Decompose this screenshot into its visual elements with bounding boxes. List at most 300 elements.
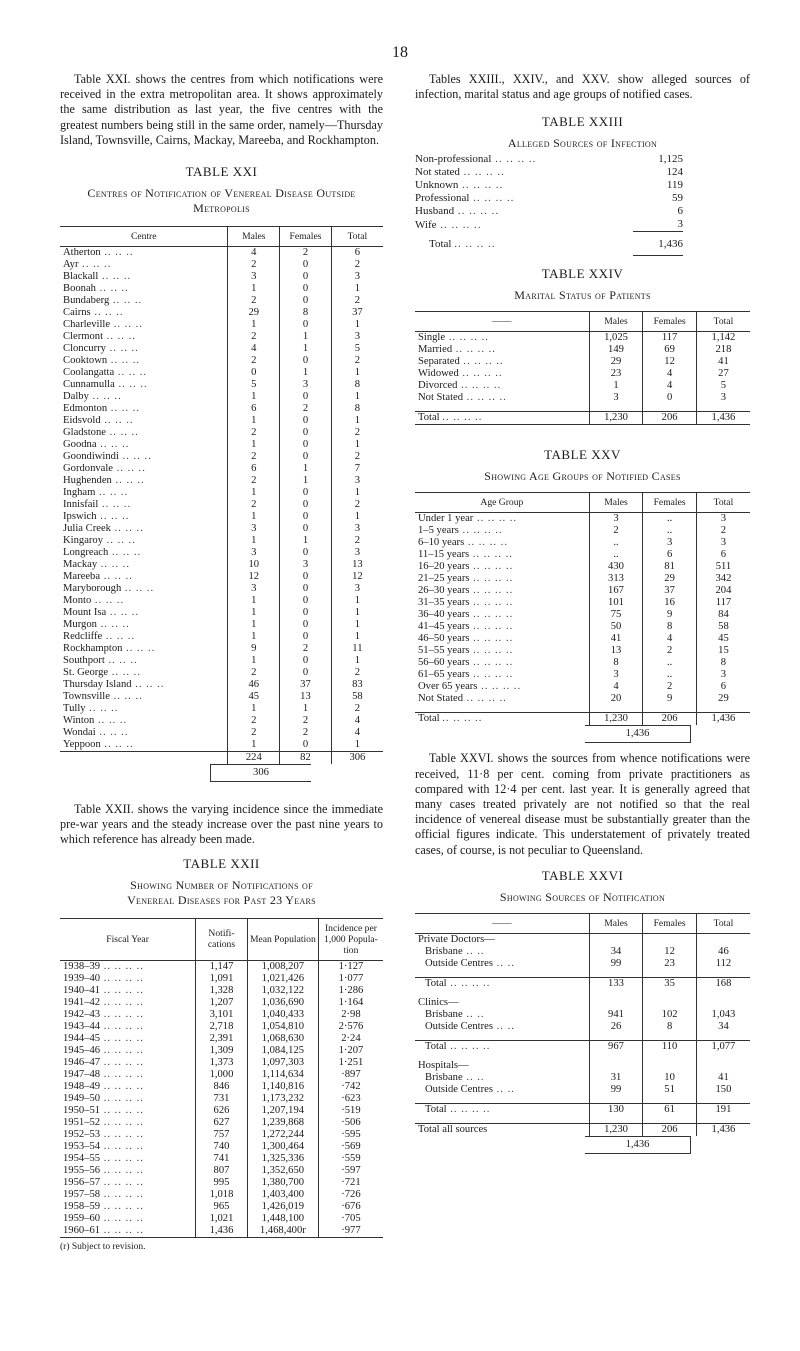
table-cell: 1 [331,739,383,752]
table-cell: ·597 [318,1165,383,1177]
table-cell: 83 [331,679,383,691]
table-cell: 1,000 [196,1069,248,1081]
table-cell: 15 [696,645,750,657]
table-xxi-totals-row [60,752,383,765]
table-row [60,1105,383,1117]
row-label-cell: Redcliffe .. .. .. [63,631,136,643]
total-females: 206 [643,713,697,726]
table-cell: 5 [696,380,750,392]
table-cell [696,997,750,1009]
table-cell: 8 [280,307,332,319]
row-label: 31–35 years [418,597,470,609]
table-cell: 6 [696,549,750,561]
row-label: Tully [63,703,86,715]
table-cell: 6 [228,403,280,415]
table-cell: 740 [196,1141,248,1153]
page-number: 18 [392,44,408,61]
table-cell: 1 [228,319,280,331]
row-label-cell: Maryborough .. .. .. [63,583,155,595]
table-cell: 1,173,232 [247,1093,318,1105]
row-label-cell: Husband .. .. .. .. [415,205,500,218]
table-cell: 1 [331,655,383,667]
table-row [415,573,750,585]
row-label: Not Stated [418,693,464,705]
column-header: Fiscal Year [60,918,196,960]
table-cell: 8 [643,621,697,633]
row-label-cell: Thursday Island .. .. .. [63,679,165,691]
table-cell: ·559 [318,1153,383,1165]
table-cell: 3 [696,669,750,681]
table-row [415,621,750,633]
table-xxiv [415,311,750,425]
table-cell: 0 [643,392,697,404]
row-label-cell: 1939–40 .. .. .. .. [63,972,144,984]
table-cell: 967 [589,1040,643,1053]
table-row [60,1189,383,1201]
row-label-cell: Innisfail .. .. .. [63,499,132,511]
table-row [60,355,383,367]
row-label: Not Stated [418,392,464,404]
total-females: 206 [643,412,697,425]
table-row [60,295,383,307]
row-label-cell: 1943–44 .. .. .. .. [63,1020,144,1032]
table-cell: 1 [228,487,280,499]
left-column [60,72,383,1252]
column-header: Total [331,227,383,247]
row-label-cell: Blackall .. .. .. [63,271,132,283]
table-row [415,609,750,621]
table-cell: 1,147 [196,960,248,973]
section-heading: Private Doctors— [418,933,495,945]
table-row [60,283,383,295]
row-label: Widowed [418,368,459,380]
row-label-cell: Divorced .. .. .. .. [418,380,502,392]
column-header: —— [415,312,589,332]
table-cell: 1,125 [658,153,683,166]
row-label-cell: Wondai .. .. .. [63,727,129,739]
table-row [60,1213,383,1225]
row-label: 1940–41 [63,984,101,996]
row-label: Brisbane [425,945,463,957]
table-cell: 3 [589,513,643,526]
row-label-cell: 1945–46 .. .. .. .. [63,1044,144,1056]
table-cell: 2·576 [318,1021,383,1033]
table-cell: 1,272,244 [247,1129,318,1141]
table-cell: 9 [643,609,697,621]
row-label: Kingaroy [63,535,104,547]
row-label: Goodna [63,439,97,451]
row-label: 51–55 years [418,645,470,657]
table-cell: 1 [228,703,280,715]
table-row [60,379,383,391]
table-cell: 117 [696,597,750,609]
table-row [60,511,383,523]
total-males: 224 [228,752,280,765]
table-xxiii-subtitle: Alleged Sources of Infection [507,136,658,151]
table-cell: 430 [589,561,643,573]
table-cell: 3,101 [196,1009,248,1021]
row-label-cell: 31–35 years .. .. .. .. [418,597,514,609]
column-header: Females [280,227,332,247]
paragraph-xxii: Table XXII. shows the varying incidence since the immediate pre-war years and the steady increase over the past nine years to which reference has already been made. [60,802,383,847]
column-header: Total [696,312,750,332]
table-cell: ·506 [318,1117,383,1129]
table-cell: 1 [280,367,332,379]
table-cell: 41 [589,633,643,645]
row-label: 1953–54 [63,1140,101,1152]
table-cell: 29 [643,573,697,585]
row-label-cell: Cloncurry .. .. .. [63,343,139,355]
row-label: Under 1 year [418,513,474,525]
row-label: Cunnamulla [63,379,115,391]
row-label-cell: 56–60 years .. .. .. .. [418,657,514,669]
row-label-cell: 51–55 years .. .. .. .. [418,645,514,657]
row-label: Single [418,332,446,344]
table-cell: 995 [196,1177,248,1189]
row-label: Mareeba [63,571,101,583]
table-row [60,319,383,331]
table-cell: 37 [643,585,697,597]
table-row [60,403,383,415]
row-label-cell: Cooktown .. .. .. [63,355,140,367]
row-label-cell: 1959–60 .. .. .. .. [63,1212,144,1224]
table-cell: 204 [696,585,750,597]
row-label-cell: Mareeba .. .. .. [63,571,133,583]
table-cell: 1,018 [196,1189,248,1201]
row-label-cell: 1940–41 .. .. .. .. [63,984,144,996]
table-cell: .. [643,657,697,669]
table-cell: 16 [643,597,697,609]
table-cell: ·705 [318,1213,383,1225]
row-label-cell: 1960–61 .. .. .. .. [63,1224,144,1236]
table-row [60,643,383,655]
table-xxii-body [60,960,383,1237]
row-label: 16–20 years [418,561,470,573]
table-row [415,166,683,179]
row-label-cell: Rockhampton .. .. .. [63,643,156,655]
table-xxi-title: TABLE XXI [185,164,258,180]
table-row [415,513,750,526]
table-cell: 0 [280,427,332,439]
table-row [415,218,683,232]
table-cell: 6 [228,463,280,475]
row-label-cell: Brisbane .. .. [425,1071,485,1083]
row-label-cell: Not Stated .. .. .. .. [418,693,507,705]
row-label-cell: Southport .. .. .. [63,655,138,667]
row-label-cell: Brisbane .. .. [425,1008,485,1020]
row-label: 1938–39 [63,960,101,972]
table-cell: ·742 [318,1081,383,1093]
row-label: Separated [418,356,460,368]
table-row [60,1081,383,1093]
table-row [60,1129,383,1141]
table-cell: 23 [589,368,643,380]
table-cell: 1 [228,511,280,523]
table-cell: 1,300,464 [247,1141,318,1153]
table-row [415,549,750,561]
table-xxv-body [415,513,750,706]
table-cell: 0 [228,367,280,379]
row-label-cell: 1944–45 .. .. .. .. [63,1032,144,1044]
table-cell: 3 [331,583,383,595]
table-cell: 99 [589,1084,643,1096]
table-row [60,703,383,715]
table-cell: 3 [228,547,280,559]
table-cell: 37 [331,307,383,319]
row-label: Outside Centres [425,957,493,969]
table-cell: 2 [643,681,697,693]
row-label: Redcliffe [63,631,103,643]
row-label: Dalby [63,391,89,403]
table-cell: 58 [696,621,750,633]
row-label-cell: Cunnamulla .. .. .. [63,379,148,391]
table-cell: 2 [228,715,280,727]
table-cell: 3 [228,271,280,283]
table-cell: 1,077 [696,1040,750,1053]
table-cell: 3 [280,379,332,391]
table-cell: 1,040,433 [247,1009,318,1021]
row-label: Yeppoon [63,739,101,751]
row-label: 1942–43 [63,1008,101,1020]
column-header: Males [589,913,643,933]
table-row [60,1141,383,1153]
table-cell: 1,084,125 [247,1045,318,1057]
table-cell: ·977 [318,1225,383,1237]
table-row [415,946,750,958]
table-row [415,344,750,356]
table-cell: .. [589,537,643,549]
table-xxvi-body [415,933,750,1123]
table-cell [589,997,643,1009]
row-label: 1–5 years [418,525,459,537]
table-row [60,1177,383,1189]
total-label: Total [418,412,440,424]
table-cell: 1 [228,391,280,403]
row-label-cell: Outside Centres .. .. [425,1083,515,1095]
row-label: Total [425,1103,447,1115]
row-label: Ayr [63,259,79,271]
table-row [415,681,750,693]
table-row [60,343,383,355]
table-row [60,259,383,271]
table-cell: 0 [280,499,332,511]
row-label-cell: Winton .. .. .. [63,715,128,727]
table-cell: 0 [280,487,332,499]
row-label: 6–10 years [418,537,465,549]
table-cell: 191 [696,1103,750,1116]
row-label: Charleville [63,319,111,331]
table-cell: 149 [589,344,643,356]
table-cell: 4 [643,368,697,380]
row-label: Total [425,1040,447,1052]
table-row [60,523,383,535]
row-label: Winton [63,715,95,727]
table-cell: 0 [280,667,332,679]
table-cell: 2 [228,499,280,511]
table-row [60,451,383,463]
row-label-cell: Outside Centres .. .. [425,1020,515,1032]
table-cell: 0 [280,259,332,271]
table-cell: 1·207 [318,1045,383,1057]
table-cell: 2 [280,247,332,260]
table-cell: 2 [280,727,332,739]
section-heading: Clinics— [418,996,459,1008]
table-row [415,205,683,218]
row-label-cell: Ipswich .. .. .. [63,511,130,523]
table-cell: 1·286 [318,985,383,997]
table-cell: 41 [696,356,750,368]
table-row [415,525,750,537]
table-cell: 0 [280,739,332,752]
table-xxi-body [60,247,383,752]
table-cell: 2 [589,525,643,537]
table-cell: 20 [589,693,643,705]
table-cell: .. [643,513,697,526]
row-label: Mackay [63,559,98,571]
column-header: Mean Population [247,918,318,960]
row-label: Total [425,977,447,989]
table-row [60,1009,383,1021]
table-cell: 1 [331,619,383,631]
table-cell: 2 [331,703,383,715]
table-cell [589,1060,643,1072]
table-xxi-subtitle: Centres of Notification of Venereal Disease Outside Metropolis [87,186,356,216]
table-cell [696,1060,750,1072]
row-label: Wondai [63,727,96,739]
row-label: Longreach [63,547,109,559]
table-cell: 511 [696,561,750,573]
table-cell: 1·251 [318,1057,383,1069]
intro-paragraph-xxi: Table XXI. shows the centres from which notifications were received in the extra metropolitan area. It shows approximately the same distribution as last year, the five centres with the greatest numbers being still in the same order, namely—Thursday Island, Townsville, Cairns, Mackay, Mareeba, and Rockhampton. [60,72,383,147]
row-label: 1945–46 [63,1044,101,1056]
table-row [415,657,750,669]
table-cell: 0 [280,391,332,403]
table-row [415,645,750,657]
table-cell [643,933,697,946]
row-label: Outside Centres [425,1020,493,1032]
row-label-cell: Atherton .. .. .. [63,247,134,259]
all-males: 1,230 [589,1123,643,1136]
column-header: Incidence per 1,000 Popula-tion [318,918,383,960]
row-label-cell: Married .. .. .. .. [418,344,496,356]
table-cell: 3 [677,218,683,231]
row-label: Husband [415,205,455,218]
table-cell: 117 [643,332,697,345]
table-cell: 3 [331,523,383,535]
row-label-cell: Widowed .. .. .. .. [418,368,503,380]
row-label: 61–65 years [418,669,470,681]
table-cell: 1,032,122 [247,985,318,997]
table-cell: 150 [696,1084,750,1096]
row-label-cell: St. George .. .. .. [63,667,141,679]
table-row [60,739,383,752]
table-cell: 0 [280,511,332,523]
table-cell: 13 [331,559,383,571]
row-label-cell: Julia Creek .. .. .. [63,523,144,535]
column-header: Females [643,493,697,513]
table-row [415,192,683,205]
row-label: Brisbane [425,1008,463,1020]
table-cell: 1 [331,415,383,427]
right-column [415,72,750,1154]
row-label-cell: Professional .. .. .. .. [415,192,515,205]
table-cell: 11 [331,643,383,655]
row-label-cell: Boonah .. .. .. [63,283,129,295]
table-cell: 2 [228,355,280,367]
row-label: Atherton [63,247,101,259]
table-row [60,475,383,487]
table-xxiv-total-row: Total .. .. .. .. 1,230 206 1,436 [415,412,750,425]
table-cell: 3 [331,331,383,343]
table-row [60,559,383,571]
table-cell: 3 [643,537,697,549]
table-row [415,392,750,404]
table-cell: 5 [331,343,383,355]
table-row [60,985,383,997]
table-xxiii-title: TABLE XXIII [541,114,624,130]
row-label: 1955–56 [63,1164,101,1176]
column-header: Notifi-cations [196,918,248,960]
table-row [60,571,383,583]
table-row [60,1153,383,1165]
table-cell: 2 [228,427,280,439]
table-cell: 1,054,810 [247,1021,318,1033]
row-label: 11–15 years [418,549,470,561]
table-cell: 99 [589,958,643,970]
table-cell: 0 [280,595,332,607]
table-row [60,271,383,283]
table-cell: 807 [196,1165,248,1177]
table-cell: 731 [196,1093,248,1105]
row-label-cell: Cairns .. .. .. [63,307,124,319]
table-cell: 1,097,303 [247,1057,318,1069]
table-row [60,427,383,439]
row-label: 1957–58 [63,1188,101,1200]
row-label-cell: 1947–48 .. .. .. .. [63,1068,144,1080]
table-cell: 1·077 [318,973,383,985]
table-cell: 0 [280,355,332,367]
table-cell: 1 [331,367,383,379]
row-label-cell: 46–50 years .. .. .. .. [418,633,514,645]
table-xxvi [415,913,750,1136]
table-cell: 1·164 [318,997,383,1009]
row-label: 36–40 years [418,609,470,621]
table-cell: 1 [331,283,383,295]
table-cell: 12 [228,571,280,583]
row-label: Cloncurry [63,343,106,355]
row-label: Blackall [63,271,99,283]
row-label: 1944–45 [63,1032,101,1044]
row-label: 1954–55 [63,1152,101,1164]
row-label-cell: 1950–51 .. .. .. .. [63,1104,144,1116]
row-label: Mount Isa [63,607,107,619]
column-header: Total [696,493,750,513]
table-cell: 6 [331,247,383,260]
section-heading-row [415,997,750,1009]
table-cell: 81 [643,561,697,573]
table-cell: 4 [331,715,383,727]
row-label: Unknown [415,179,459,192]
table-cell: 1,142 [696,332,750,345]
row-label-cell: 1958–59 .. .. .. .. [63,1200,144,1212]
table-row [60,307,383,319]
row-label-cell: Ingham .. .. .. [63,487,129,499]
row-label-cell: Not stated .. .. .. .. [415,166,505,179]
table-cell: 50 [589,621,643,633]
table-cell: 1 [228,619,280,631]
table-cell: 1 [331,595,383,607]
table-row [60,973,383,985]
